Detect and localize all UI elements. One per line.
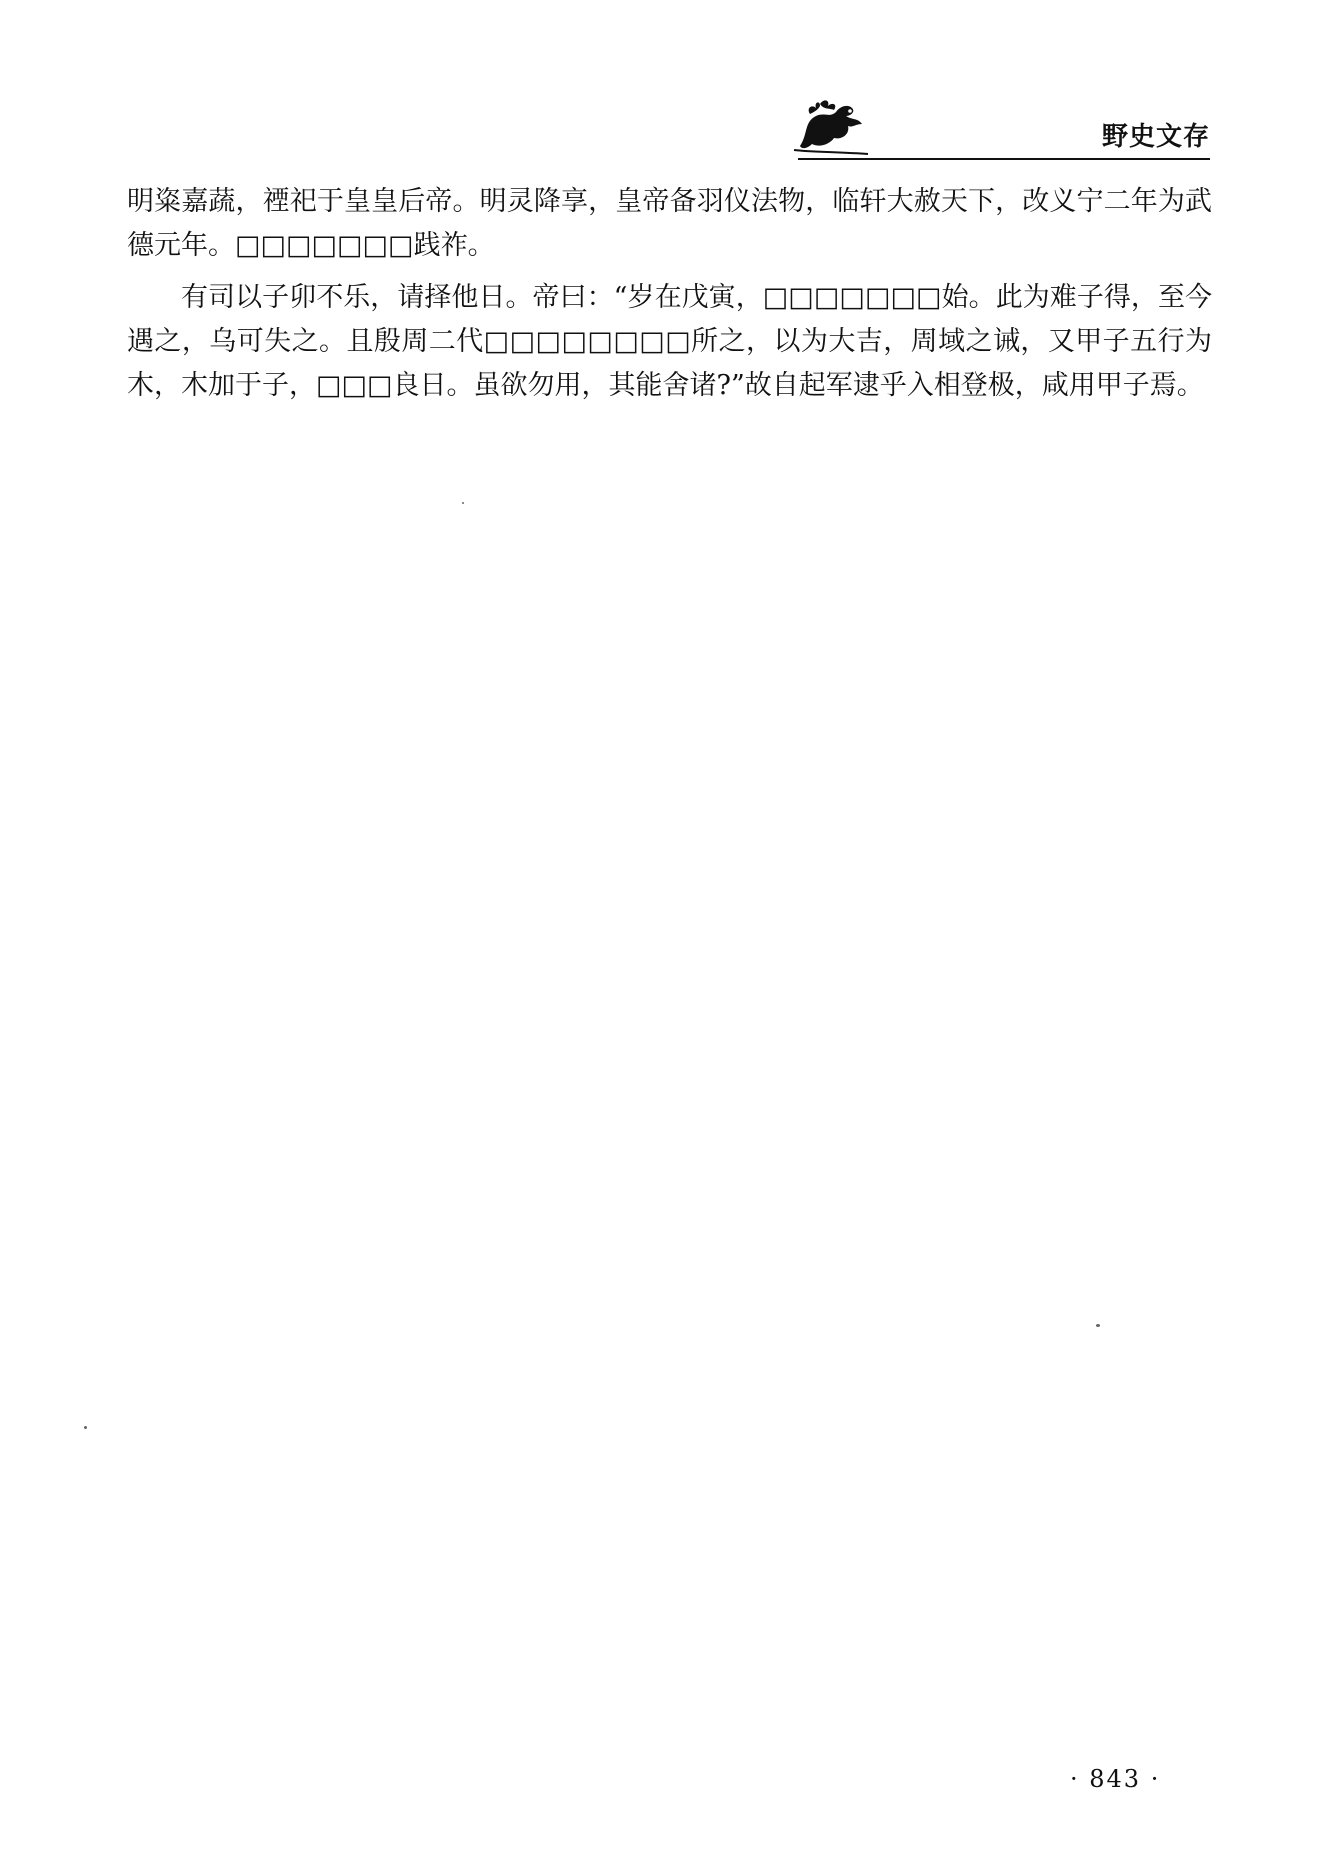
dragon-emblem-icon xyxy=(790,94,870,156)
header-rule xyxy=(798,158,1210,160)
scan-speck xyxy=(1096,1324,1100,1327)
main-text xyxy=(127,180,1212,416)
page-number: · 843 · xyxy=(1070,1765,1161,1793)
paragraph-2: 有司以子卯不乐，请择他日。帝曰：“岁在戊寅，□□□□□□□始。此为难子得，至今遇之，乌可失之。且殷周二代□□□□□□□□所之，以为大吉，周域之诫，又甲子五行为木，木加于子，□□□良日。虽欲勿用，其能舍诸?”故自起军逮乎入相登极，咸用甲子焉。 xyxy=(127,282,1212,401)
paragraph-1: 明粢嘉蔬，禋祀于皇皇后帝。明灵降享，皇帝备羽仪法物，临轩大赦天下，改义宁二年为武德元年。□□□□□□□践祚。 xyxy=(127,186,1212,261)
scan-speck xyxy=(462,502,464,504)
scan-speck xyxy=(84,1426,87,1429)
header-title: 野史文存 xyxy=(1101,122,1210,152)
running-header xyxy=(790,90,1210,162)
